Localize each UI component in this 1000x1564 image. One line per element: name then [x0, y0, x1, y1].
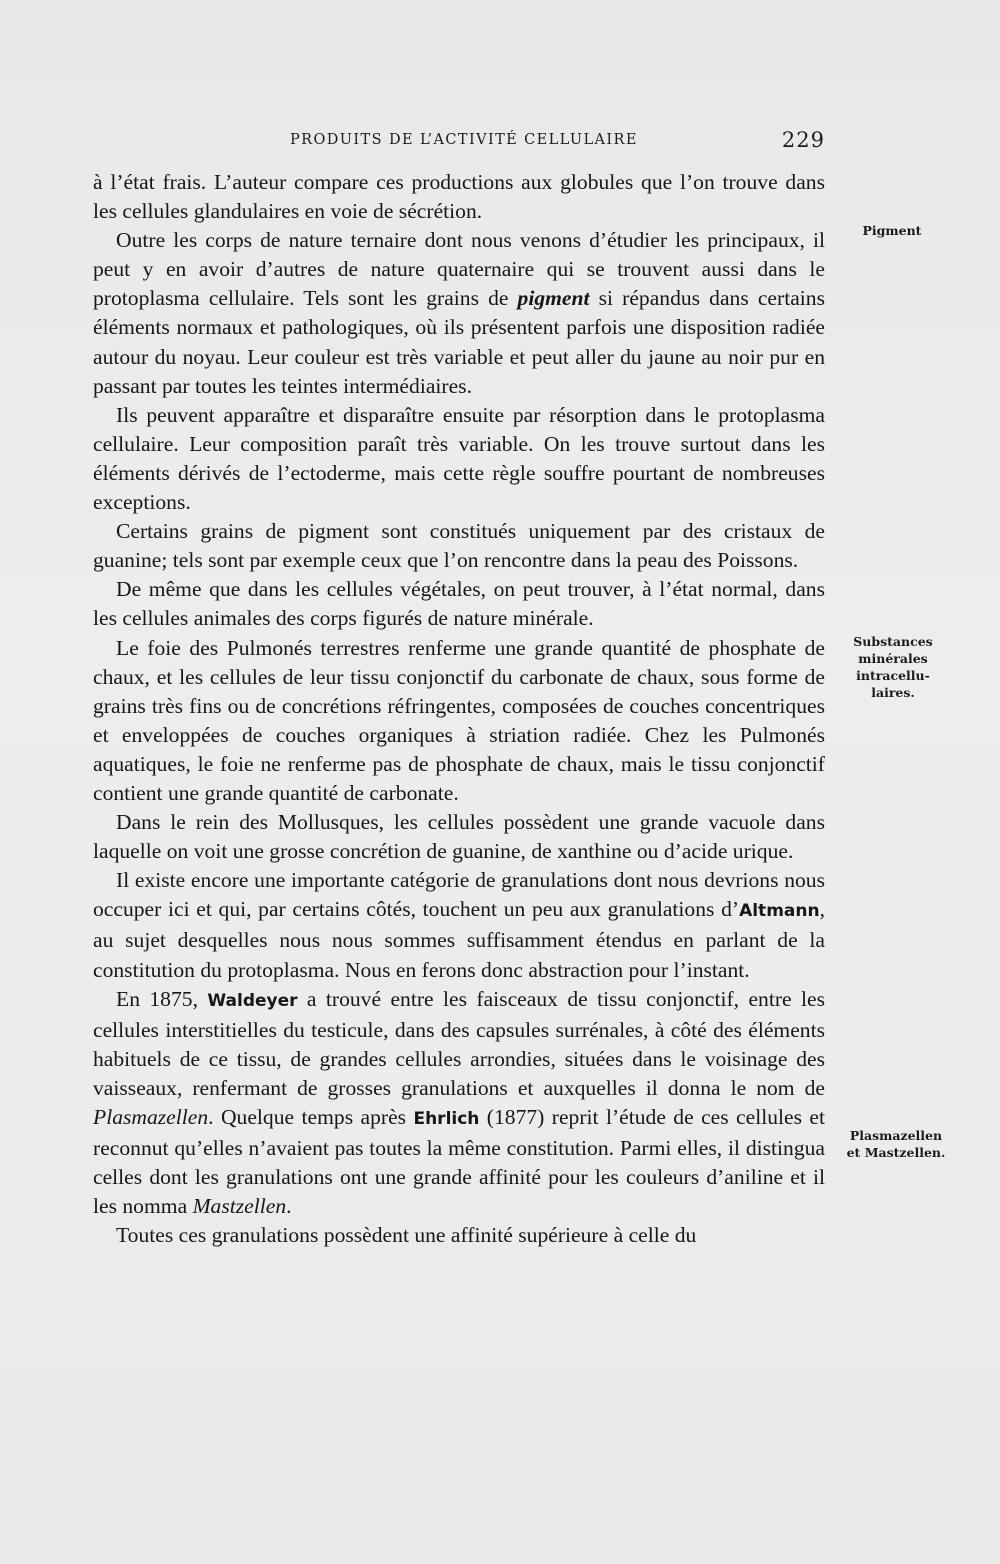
paragraph-text: à l’état frais. L’auteur compare ces productions aux globules que l’on trouve dans les cellules glandulaires en voie de sécrétion. — [93, 170, 825, 224]
margin-note-line: laires. — [871, 685, 915, 700]
paragraph — [93, 517, 825, 575]
margin-note-line: Pigment — [862, 223, 922, 238]
paragraph-text: Il existe encore une importante catégorie de granulations dont nous devrions nous occuper ici et qui, par certains côtés, touchent un peu aux granulations d’ — [93, 868, 825, 922]
margin-note-line: Substances — [853, 634, 933, 649]
running-title: PRODUITS DE L’ACTIVITÉ CELLULAIRE — [290, 132, 638, 148]
term-mastzellen: Mastzellen — [192, 1194, 287, 1219]
paragraph-text: Outre les corps de nature ternaire dont nous venons d’étudier les principaux, il peut y en avoir d’autres de nature quaternaire qui se trouvent aussi dans le protoplasma cellulaire. Tels sont les grains de — [93, 228, 825, 311]
term-plasmazellen: Plasmazellen — [93, 1105, 209, 1129]
paragraph — [93, 226, 825, 401]
margin-note-plasmazellen — [826, 1127, 966, 1161]
paragraph-text: (1877) reprit l’étude de ces cellules et reconnut qu’elles n’avaient pas toutes la même constitution. Parmi elles, il distingua celles dont les granulations ont une grande affinité pour les couleurs d’aniline et il les nomma — [93, 1105, 825, 1219]
paragraph-text: . Quelque temps après — [208, 1105, 414, 1129]
paragraph-text: Le foie des Pulmonés terrestres renferme une grande quantité de phosphate de chaux, et les cellules de leur tissu conjonctif du carbonate de chaux, sous forme de grains très fins ou de concrétions réfringentes, composées de couches concentriques et enveloppées de couches organiques à striation radiée. Chez les Pulmonés aquatiques, le foie ne renferme pas de phosphate de chaux, mais le tissu conjonctif contient une grande quantité de carbonate. — [93, 635, 825, 805]
margin-note-line: et Mastzellen. — [846, 1145, 946, 1160]
paragraph — [93, 401, 825, 517]
paragraph-text: a trouvé entre les faisceaux de tissu conjonctif, entre les cellules interstitielles du testicule, dans des capsules surrénales, à côté des éléments habituels de ce tissu, de grandes cellules arrondies, situées dans le voisinage des vaisseaux, renfermant de grosses granulations et auxquelles il donna le nom de — [93, 986, 825, 1100]
margin-note-line: intracellu- — [856, 668, 930, 683]
paragraph — [93, 1221, 825, 1250]
margin-note-line: minérales — [858, 651, 928, 666]
paragraph — [93, 575, 825, 633]
paragraph-text: Ils peuvent apparaître et disparaître ensuite par résorption dans le protoplasma cellulaire. Leur composition paraît très variable. On les trouve surtout dans les éléments dérivés de l’ectoderme, mais cette règle souffre pourtant de nombreuses exceptions. — [93, 402, 825, 515]
term-pigment: pigment — [517, 286, 590, 311]
paragraph-text: Certains grains de pigment sont constitués uniquement par des cristaux de guanine; tels sont par exemple ceux que l’on rencontre dans la peau des Poissons. — [93, 519, 825, 573]
page-number: 229 — [781, 128, 825, 152]
paragraph-text: En 1875, — [116, 986, 208, 1011]
margin-note-line: Plasmazellen — [849, 1128, 943, 1143]
author-waldeyer: Waldeyer — [207, 990, 298, 1011]
paragraph — [93, 634, 825, 809]
paragraph — [93, 168, 825, 226]
paragraph — [93, 808, 825, 866]
paragraph — [93, 985, 825, 1222]
paragraph-text: . — [286, 1194, 292, 1219]
author-ehrlich: Ehrlich — [413, 1109, 480, 1129]
running-head — [93, 128, 825, 158]
margin-note-pigment — [852, 222, 932, 239]
paragraph-text: , au sujet desquelles nous nous sommes suffisamment étendus en parlant de la constitution du protoplasma. Nous en ferons donc abstraction pour l’instant. — [93, 897, 825, 982]
paragraph — [93, 866, 825, 984]
paragraph-text: Dans le rein des Mollusques, les cellules possèdent une grande vacuole dans laquelle on voit une grosse concrétion de guanine, de xanthine ou d’acide urique. — [93, 810, 825, 864]
body-text — [93, 168, 825, 1250]
author-altmann: Altmann — [739, 901, 820, 922]
margin-note-substances — [838, 633, 948, 701]
paragraph-text: si répandus dans certains éléments normaux et pathologiques, où ils présentent parfois une disposition radiée autour du noyau. Leur couleur est très variable et peut aller du jaune au noir pur en passant par toutes les teintes intermédiaires. — [93, 286, 825, 398]
paragraph-text: Toutes ces granulations possèdent une affinité supérieure à celle du — [116, 1223, 697, 1248]
paragraph-text: De même que dans les cellules végétales, on peut trouver, à l’état normal, dans les cellules animales des corps figurés de nature minérale. — [93, 577, 825, 631]
